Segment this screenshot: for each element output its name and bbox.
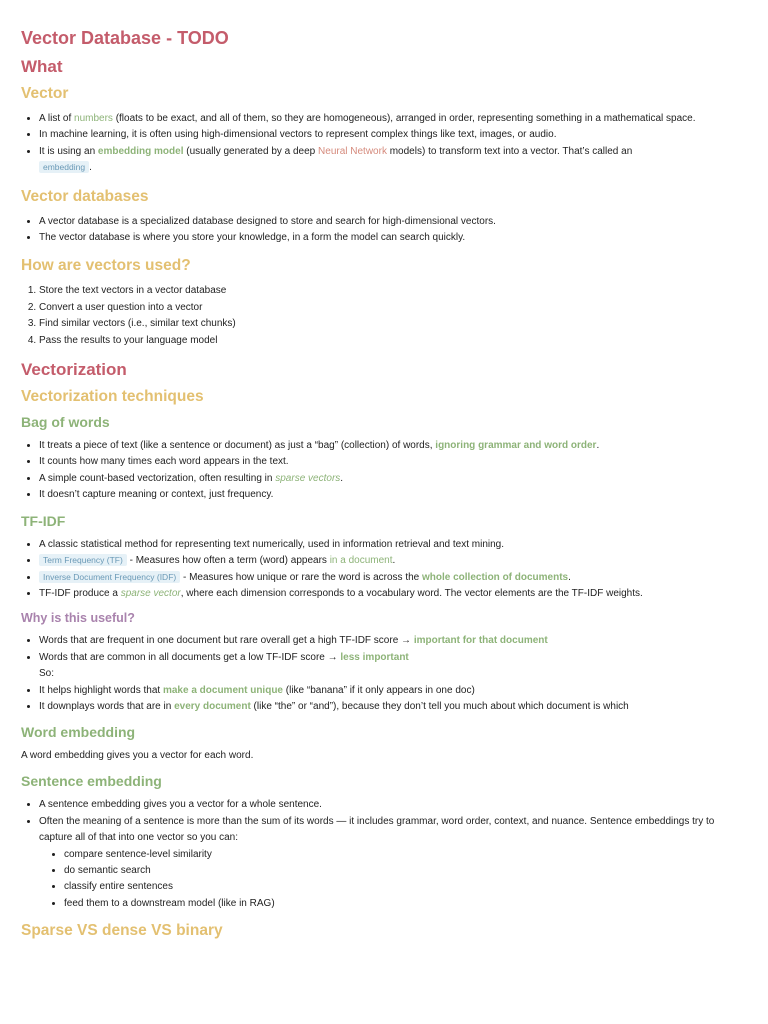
why-list <box>21 633 749 715</box>
list-item: • Words that are frequent in one document but rare overall get a high TF-IDF score → important for that document <box>39 633 749 649</box>
list-item: • A vector database is a specialized database designed to store and search for high-dimensional vectors. <box>39 214 749 230</box>
list-item: • It downplays words that are in every document (like “the” or “and”), because they don’t tell you much about which document is which <box>39 699 749 715</box>
list-item: • It treats a piece of text (like a sentence or document) as just a “bag” (collection) of words, ignoring grammar and word order. <box>39 438 749 454</box>
bow-list <box>21 438 749 504</box>
list-item: • Inverse Document Frequency (IDF) - Measures how unique or rare the word is across the whole collection of documents. <box>39 570 749 586</box>
vector-list <box>21 111 749 177</box>
list-item: • A classic statistical method for representing text numerically, used in information retrieval and text mining. <box>39 537 749 553</box>
document <box>21 28 749 948</box>
heading-why-useful: Why is this useful? <box>21 611 135 626</box>
heading-what: What <box>21 57 63 76</box>
heading-how-used: How are vectors used? <box>21 257 191 275</box>
heading-word-embedding: Word embedding <box>21 724 136 741</box>
sentence-embedding-uses <box>39 847 749 913</box>
list-item: • feed them to a downstream model (like in RAG) <box>64 896 749 912</box>
heading-bag-of-words: Bag of words <box>21 414 110 431</box>
list-item: • Words that are common in all documents get a low TF-IDF score → less important So: <box>39 650 749 683</box>
list-item: • A sentence embedding gives you a vector for a whole sentence. <box>39 797 749 813</box>
list-item: • TF-IDF produce a sparse vector, where each dimension corresponds to a vocabulary word. The vector elements are the TF-IDF weights. <box>39 586 749 602</box>
list-item: • compare sentence-level similarity <box>64 847 749 863</box>
how-used-steps <box>21 283 749 349</box>
inline-code: Term Frequency (TF) <box>39 554 127 566</box>
heading-sentence-embedding: Sentence embedding <box>21 773 162 790</box>
inline-code: Inverse Document Frequency (IDF) <box>39 571 180 583</box>
heading-vectorization: Vectorization <box>21 360 127 380</box>
list-item: 3. Find similar vectors (i.e., similar text chunks) <box>39 316 749 332</box>
list-item: 1. Store the text vectors in a vector database <box>39 283 749 299</box>
heading-vectorization-techniques: Vectorization techniques <box>21 388 204 406</box>
list-item: • A list of numbers (floats to be exact, and all of them, so they are homogeneous), arranged in order, representing something in a mathematical space. <box>39 111 749 127</box>
list-item: • It helps highlight words that make a document unique (like “banana” if it only appears in one doc) <box>39 683 749 699</box>
list-item: • do semantic search <box>64 863 749 879</box>
word-embedding-text: A word embedding gives you a vector for each word. <box>21 750 254 762</box>
so-label: So: <box>39 668 55 680</box>
vector-db-list <box>21 214 749 247</box>
heading-vector: Vector <box>21 85 69 102</box>
list-item: • classify entire sentences <box>64 879 749 895</box>
list-item: • The vector database is where you store your knowledge, in a form the model can search quickly. <box>39 230 749 246</box>
list-item: • A simple count-based vectorization, often resulting in sparse vectors. <box>39 471 749 487</box>
inline-code: embedding <box>39 161 89 173</box>
list-item: • Often the meaning of a sentence is more than the sum of its words — it includes grammar, word order, context, and nuance. Sentence embeddings try to capture all of that into one vector so you can: • compare sentence-level similarity • do semantic search • classify entire sentences • feed them to a downstream model (like in RAG) <box>39 814 749 912</box>
list-item: 2. Convert a user question into a vector <box>39 300 749 316</box>
list-item: • In machine learning, it is often using high-dimensional vectors to represent complex things like text, images, or audio. <box>39 127 749 143</box>
sentence-embedding-list <box>21 797 749 912</box>
list-item: • It doesn’t capture meaning or context, just frequency. <box>39 487 749 503</box>
list-item: • It is using an embedding model (usually generated by a deep Neural Network models) to transform text into a vector. That’s called an embedding . <box>39 144 749 177</box>
heading-sparse-dense-binary: Sparse VS dense VS binary <box>21 922 223 940</box>
tfidf-list <box>21 537 749 603</box>
heading-tf-idf: TF-IDF <box>21 512 66 529</box>
page-title: Vector Database - TODO <box>21 28 229 48</box>
heading-vector-databases: Vector databases <box>21 187 149 205</box>
list-item: • It counts how many times each word appears in the text. <box>39 454 749 470</box>
list-item: 4. Pass the results to your language model <box>39 333 749 349</box>
list-item: • Term Frequency (TF) - Measures how often a term (word) appears in a document. <box>39 553 749 569</box>
